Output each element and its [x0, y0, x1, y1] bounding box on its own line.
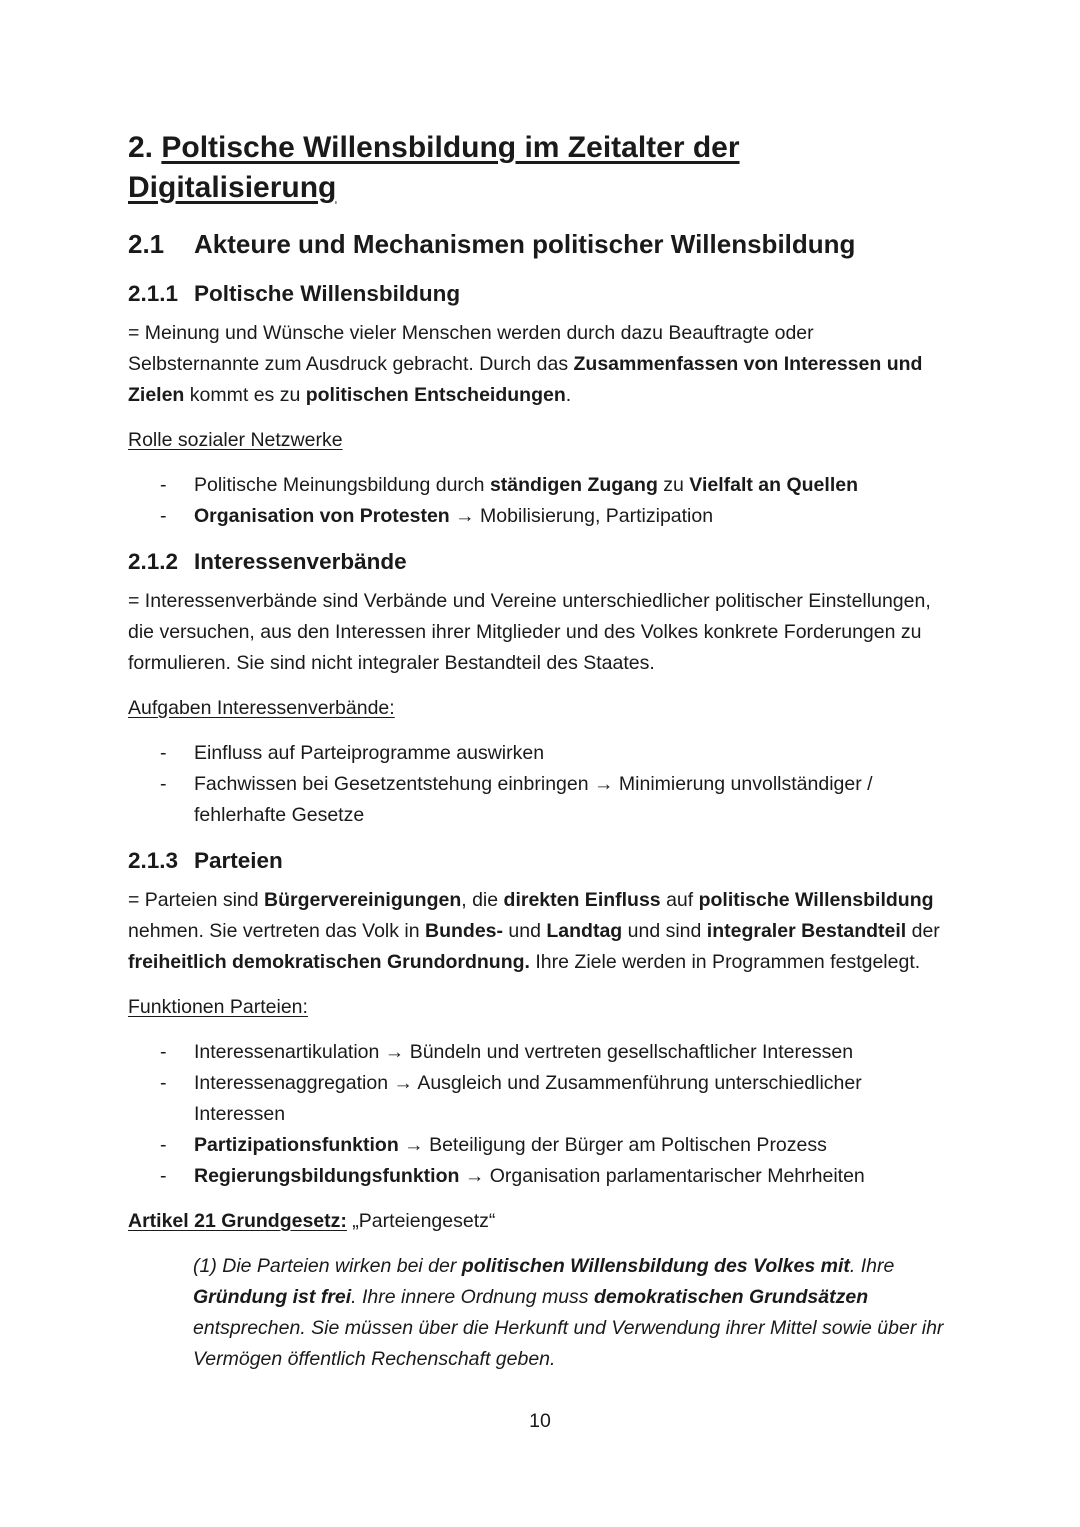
article-quote: (1) Die Parteien wirken bei der politischen Willensbildung des Volkes mit. Ihre Gründung ist frei. Ihre innere Ordnung muss demokratischen Grundsätzen entsprechen. Sie müssen über die Herkunft und Verwendung ihrer Mittel sowie über ihr Vermögen öffentlich Rechenschaft geben. — [193, 1255, 944, 1370]
chapter-title-text: Poltische Willensbildung im Zeitalter der Digitalisierung — [128, 131, 740, 204]
definition-parteien: = Parteien sind Bürgervereinigungen, die direkten Einfluss auf politische Willensbildung nehmen. Sie vertreten das Volk in Bundes- und Landtag und sind integraler Bestandteil der freiheitlich demokratischen Grundordnung. Ihre Ziele werden in Programmen festgelegt. — [128, 889, 940, 973]
chapter-title: 2. Poltische Willensbildung im Zeitalter der Digitalisierung — [128, 131, 740, 204]
list-item: - Politische Meinungsbildung durch ständigen Zugang zu Vielfalt an Quellen — [128, 470, 948, 501]
list-item: - Einfluss auf Parteiprogramme auswirken — [128, 738, 948, 769]
section-heading-2-1: 2.1 Akteure und Mechanismen politischer Willensbildung — [128, 229, 856, 259]
article-label: Artikel 21 Grundgesetz: „Parteiengesetz“ — [128, 1210, 496, 1232]
label-aufgaben: Aufgaben Interessenverbände: — [128, 697, 395, 719]
list-aufgaben — [128, 738, 948, 831]
list-soziale-netzwerke — [128, 470, 948, 532]
section-heading-2-1-2: 2.1.2 Interessenverbände — [128, 549, 407, 574]
list-item: - Organisation von Protesten → Mobilisierung, Partizipation — [128, 501, 948, 532]
list-funktionen — [128, 1037, 948, 1192]
page-number: 10 — [529, 1410, 551, 1432]
list-item: - Partizipationsfunktion → Beteiligung der Bürger am Poltischen Prozess — [128, 1130, 948, 1161]
document-page — [128, 128, 948, 1375]
label-soziale-netzwerke: Rolle sozialer Netzwerke — [128, 429, 343, 451]
label-funktionen: Funktionen Parteien: — [128, 996, 308, 1018]
definition-willensbildung: = Meinung und Wünsche vieler Menschen werden durch dazu Beauftragte oder Selbsternannte zum Ausdruck gebracht. Durch das Zusammenfassen von Interessen und Zielen kommt es zu politischen Entscheidungen. — [128, 322, 923, 406]
list-item: - Interessenartikulation → Bündeln und vertreten gesellschaftlicher Interessen — [128, 1037, 948, 1068]
list-item: - Regierungsbildungsfunktion → Organisation parlamentarischer Mehrheiten — [128, 1161, 948, 1192]
section-heading-2-1-1: 2.1.1 Poltische Willensbildung — [128, 281, 461, 306]
list-item: - Fachwissen bei Gesetzentstehung einbringen → Minimierung unvollständiger / fehlerhafte Gesetze — [128, 769, 948, 831]
list-item: - Interessenaggregation → Ausgleich und Zusammenführung unterschiedlicher Interessen — [128, 1068, 948, 1130]
definition-interessenverbaende: = Interessenverbände sind Verbände und Vereine unterschiedlicher politischer Einstellungen, die versuchen, aus den Interessen ihrer Mitglieder und des Volkes konkrete Forderungen zu formulieren. Sie sind nicht integraler Bestandteil des Staates. — [128, 590, 931, 674]
section-heading-2-1-3: 2.1.3 Parteien — [128, 848, 283, 873]
